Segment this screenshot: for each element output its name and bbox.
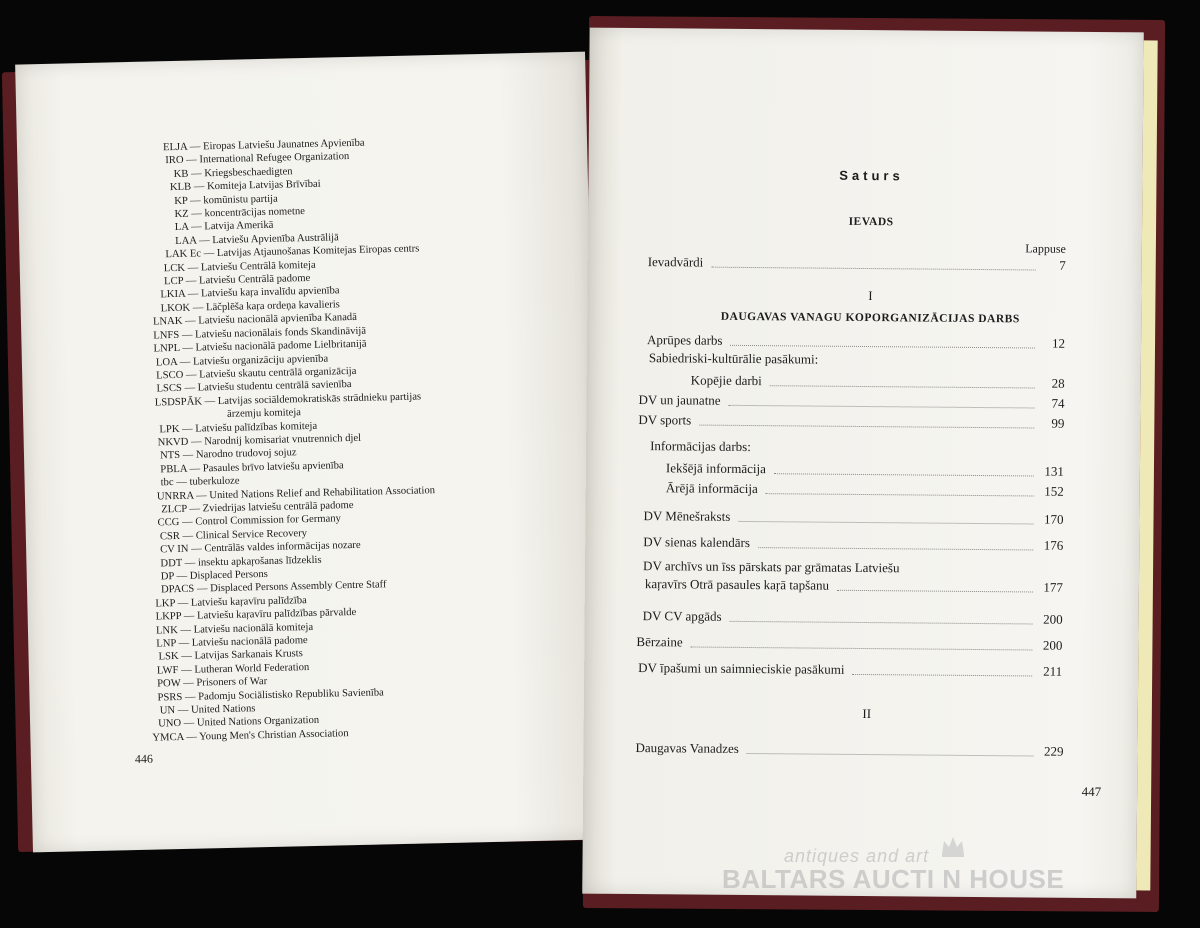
toc-entry: [638, 660, 1062, 680]
toc-entry-label: Bērzaine: [636, 634, 683, 650]
abbreviation-code: YMCA: [152, 731, 184, 744]
dot-leader: [770, 385, 1035, 388]
toc-entry-page: 12: [1051, 335, 1066, 351]
abbreviation-code: KZ: [174, 208, 189, 221]
toc-entry-page: 229: [1043, 743, 1064, 759]
toc-entry-page: 200: [1042, 637, 1063, 653]
abbreviation-dash: —: [180, 624, 192, 636]
toc-entry-page: 152: [1044, 483, 1064, 499]
abbreviation-code: LKP: [155, 597, 176, 610]
abbreviation-meaning: Narodnij komisariat vnutrennich djel: [204, 432, 362, 448]
abbreviation-dash: —: [185, 369, 197, 381]
abbreviation-meaning: insektu apkaŗošanas līdzeklis: [197, 554, 322, 569]
abbreviation-meaning: International Refugee Organization: [199, 151, 350, 166]
abbreviation-code: LA: [174, 222, 189, 234]
toc-entry: [648, 254, 1066, 274]
abbreviation-dash: —: [181, 664, 192, 676]
abbreviation-dash: —: [204, 395, 216, 408]
abbreviation-meaning: Displaced Persons Assembly Centre Staff: [210, 579, 387, 595]
abbreviation-dash: —: [198, 235, 210, 247]
abbreviation-meaning: Latviešu palīdzības komiteja: [195, 420, 318, 435]
abbreviation-code: LSDSPĀK: [154, 396, 203, 409]
abbreviation-dash: —: [181, 517, 193, 529]
abbreviation-code: LNAK: [152, 316, 183, 328]
abbreviation-meaning: komūnistu partija: [203, 193, 278, 206]
abbreviation-code: CCG: [157, 517, 180, 529]
intro-heading: IEVADS: [848, 215, 894, 229]
toc-entry: [666, 480, 1064, 499]
abbreviation-code: DP: [160, 571, 175, 583]
dot-leader: [730, 621, 1033, 625]
abbreviation-code: NTS: [159, 450, 181, 462]
abbreviation-dash: —: [183, 610, 195, 623]
abbreviation-meaning: Lāčplēša kaŗa ordeņa kavalieris: [205, 299, 340, 314]
abbreviation-dash: —: [190, 436, 202, 448]
toc-entry: [638, 392, 1064, 412]
abbreviation-code: KLB: [169, 181, 192, 194]
abbreviation-code: CV IN: [160, 543, 189, 556]
abbreviation-meaning: Lutheran World Federation: [194, 661, 310, 676]
abbreviation-meaning: Pasaules brīvo latviešu apvienība: [202, 459, 344, 475]
abbreviation-code: PBLA: [160, 463, 187, 476]
abbreviation-code: LNFS: [153, 329, 180, 342]
toc-entry: [635, 740, 1063, 760]
watermark-tagline: antiques and art: [784, 846, 930, 866]
right-page: [582, 28, 1144, 899]
toc-entry-label: Daugavas Vanadzes: [635, 740, 739, 756]
toc-entry: [643, 508, 1063, 528]
abbreviation-meaning: Latviešu nacionālā komiteja: [193, 621, 314, 636]
abbreviation-code: LKIA: [160, 289, 186, 301]
abbreviation-meaning: Latviešu nacionālā apvienība Kanadā: [198, 312, 357, 327]
toc-entry-label: DV īpašumi un saimnieciskie pasākumi: [638, 660, 845, 677]
abbreviation-dash: —: [203, 248, 215, 260]
toc-entry-page: 170: [1043, 511, 1064, 527]
abbreviation-code: ELJA: [162, 141, 188, 154]
abbreviation-meaning: Latvijas Sarkanais Krusts: [194, 648, 303, 663]
abbreviation-code: NKVD: [157, 436, 189, 449]
abbreviation-dash: —: [177, 704, 189, 717]
abbreviation-code: LSCO: [156, 369, 184, 382]
toc-entry-page: 211: [1043, 663, 1063, 679]
abbreviation-code: LWF: [156, 664, 179, 677]
abbreviation-dash: —: [181, 329, 193, 341]
abbreviation-meaning: Latviešu nacionālais fonds Skandināvijā: [194, 325, 367, 341]
abbreviation-meaning: Latviešu Centrālā komiteja: [200, 259, 316, 274]
abbreviation-meaning: United Nations Organization: [196, 715, 320, 730]
abbreviation-dash: —: [184, 691, 196, 703]
left-page: [15, 52, 603, 853]
abbreviation-code: LNP: [156, 638, 177, 650]
abbreviation-meaning: Eiropas Latviešu Jaunatnes Apvienība: [202, 137, 365, 153]
abbreviation-dash: —: [190, 168, 202, 180]
abbreviation-meaning: Latviešu kaŗavīru palīdzība: [190, 594, 307, 609]
abbreviation-meaning: Latviešu Centrālā padome: [198, 272, 311, 287]
dot-leader: [766, 493, 1034, 496]
toc-entry-page: 28: [1051, 375, 1065, 391]
toc-entry-label: Kopējie darbi: [690, 372, 762, 389]
abbreviation-dash: —: [185, 275, 197, 287]
abbreviation-code: UNO: [158, 718, 182, 730]
part-2-numeral: II: [862, 706, 872, 722]
part-1-numeral: I: [868, 288, 873, 304]
dot-leader: [711, 267, 1035, 271]
abbreviation-dash: —: [190, 221, 202, 234]
abbreviation-code: LSK: [158, 651, 179, 663]
abbreviation-code: PSRS: [157, 691, 183, 704]
abbreviation-code: DPACS: [160, 584, 195, 596]
abbreviation-list: [135, 132, 589, 745]
abbreviation-meaning: Padomju Sociālistisko Republiku Savienība: [198, 687, 384, 703]
abbreviation-dash: —: [176, 476, 187, 489]
abbreviation-dash: —: [182, 530, 194, 542]
toc-entry-label: DV Mēnešraksts: [643, 508, 731, 524]
abbreviation-meaning: Latviešu skautu centrālā organizācija: [199, 365, 357, 381]
toc-entry: [647, 332, 1065, 352]
abbreviation-dash: —: [176, 570, 188, 583]
toc-entry-label: Iekšējā informācija: [665, 460, 766, 477]
abbreviation-code: LKPP: [155, 611, 182, 623]
abbreviation-meaning: Young Men's Christian Association: [199, 728, 349, 743]
abbreviation-dash: —: [186, 154, 197, 167]
dot-leader: [852, 674, 1032, 677]
abbreviation-meaning: Clinical Service Recovery: [195, 527, 308, 542]
abbreviation-dash: —: [189, 141, 201, 153]
abbreviation-meaning: tuberkuloze: [189, 475, 240, 488]
abbreviation-meaning: Latvijas Atjaunošanas Komitejas Eiropas centrs: [216, 243, 420, 260]
dot-leader: [774, 473, 1034, 476]
toc-entry-label: Ārējā informācija: [665, 480, 758, 497]
toc-entry-page: 131: [1044, 463, 1065, 479]
abbreviation-dash: —: [189, 195, 201, 207]
toc-entry-label: Aprūpes darbs: [647, 332, 723, 348]
abbreviation-code: LOA: [155, 356, 178, 368]
toc-entry-page: 200: [1043, 611, 1063, 627]
dot-leader: [699, 425, 1034, 429]
abbreviation-dash: —: [181, 423, 193, 435]
abbreviation-code: LSCS: [156, 383, 182, 395]
abbreviation-meaning: Komiteja Latvijas Brīvībai: [206, 178, 321, 193]
toc-subheading: Informācijas darbs:: [650, 438, 751, 455]
abbreviation-meaning: Latvijas sociāldemokratiskās strādnieku partijas: [217, 391, 422, 407]
abbreviation-meaning: Latviešu Apvienība Austrālijā: [212, 232, 339, 246]
abbreviation-meaning: ārzemju komiteja: [227, 407, 302, 420]
toc-entry-label: Ievadvārdi: [647, 254, 704, 270]
abbreviation-meaning: Latviešu organizāciju apvienība: [192, 353, 329, 368]
toc-entry: [666, 460, 1064, 479]
abbreviation-code: tbc: [160, 477, 174, 489]
abbreviation-dash: —: [184, 382, 196, 395]
toc-entry-label: DV CV apgāds: [642, 608, 722, 624]
dot-leader: [747, 753, 1034, 757]
abbreviation-dash: —: [183, 677, 194, 690]
abbreviation-meaning: Latviešu studentu centrālā savienība: [197, 379, 352, 394]
abbreviation-code: CSR: [159, 530, 181, 543]
abbreviation-meaning: Latviešu kaŗa invalīdu apvienība: [200, 285, 340, 300]
abbreviation-dash: —: [189, 503, 201, 515]
right-page-number: 447: [1081, 783, 1102, 800]
abbreviation-meaning: United Nations Relief and Rehabilitation Association: [209, 484, 436, 501]
table-of-contents: [630, 28, 1108, 898]
abbreviation-meaning: Prisoners of War: [196, 676, 268, 689]
abbreviation-dash: —: [191, 208, 203, 220]
crown-icon: [940, 834, 966, 858]
abbreviation-meaning: Narodno trudovoj sojuz: [195, 447, 297, 461]
toc-subheading: DV archīvs un īss pārskats par grāmatas Latviešu: [643, 558, 900, 576]
toc-entry-page: 7: [1059, 257, 1066, 273]
toc-entry: [636, 634, 1062, 654]
abbreviation-code: LKOK: [160, 302, 191, 315]
toc-entry: [643, 534, 1063, 554]
abbreviation-dash: —: [177, 597, 189, 609]
toc-entry: [638, 412, 1064, 432]
dot-leader: [738, 521, 1033, 525]
abbreviation-code: LAA: [175, 235, 197, 247]
abbreviation-dash: —: [193, 181, 205, 193]
abbreviation-dash: —: [187, 262, 199, 274]
toc-entry-label: DV sports: [638, 412, 692, 428]
abbreviation-dash: —: [187, 288, 199, 301]
abbreviation-code: ZLCP: [161, 503, 187, 516]
abbreviation-dash: —: [192, 302, 204, 314]
abbreviation-code: LNPL: [153, 343, 180, 355]
toc-entry-page: 177: [1043, 579, 1063, 595]
toc-entry-page: 176: [1043, 537, 1064, 553]
abbreviation-dash: —: [181, 651, 193, 663]
abbreviation-dash: —: [189, 463, 201, 475]
abbreviation-meaning: Displaced Persons: [189, 568, 268, 582]
abbreviation-dash: —: [186, 731, 198, 743]
dot-leader: [837, 590, 1033, 593]
abbreviation-dash: —: [184, 315, 196, 328]
watermark-name: BALTARS AUCTI N HOUSE: [722, 864, 1065, 894]
abbreviation-meaning: Kriegsbeschaedigten: [204, 166, 293, 180]
left-page-number: 446: [134, 751, 154, 767]
abbreviation-meaning: Zviedrijas latviešu centrālā padome: [202, 499, 354, 515]
abbreviation-dash: —: [179, 356, 191, 368]
abbreviation-code: UNRRA: [156, 490, 194, 503]
abbreviation-dash: —: [184, 557, 196, 569]
toc-entry: [643, 608, 1063, 628]
toc-entry-label: DV sienas kalendārs: [643, 534, 750, 551]
abbreviation-meaning: koncentrācijas nometne: [204, 206, 306, 220]
abbreviation-code: IRO: [165, 155, 184, 167]
abbreviation-dash: —: [182, 449, 194, 462]
abbreviation-meaning: Control Commission for Germany: [195, 513, 342, 528]
toc-entry-page: 74: [1051, 395, 1065, 411]
toc-entry-label: DV un jaunatne: [638, 392, 721, 408]
abbreviation-dash: —: [191, 543, 202, 555]
abbreviation-meaning: Latviešu nacionālā padome Lielbritanijā: [195, 338, 367, 354]
abbreviation-dash: —: [178, 637, 190, 650]
toc-entry: [645, 576, 1063, 596]
abbreviation-code: LPK: [159, 423, 180, 435]
abbreviation-code: LNK: [155, 624, 178, 637]
abbreviation-meaning: United Nations: [190, 703, 256, 716]
dot-leader: [730, 345, 1035, 349]
abbreviation-dash: —: [183, 718, 195, 730]
abbreviation-meaning: Latviešu kaŗavīru palīdzības pārvalde: [196, 607, 357, 622]
abbreviation-code: POW: [157, 678, 181, 690]
abbreviation-code: DDT: [160, 557, 183, 569]
abbreviation-meaning: Centrālās valdes informācijas nozare: [204, 540, 361, 555]
toc-entry-label: kaŗavīrs Otrā pasaules kaŗā tapšanu: [644, 576, 830, 593]
abbreviation-dash: —: [195, 489, 207, 502]
dot-leader: [758, 547, 1033, 550]
abbreviation-code: UN: [159, 705, 176, 717]
abbreviation-code: KP: [174, 195, 188, 207]
toc-subheading: Sabiedriski-kultūrālie pasākumi:: [648, 350, 819, 367]
abbreviation-code: LCK: [163, 262, 186, 274]
abbreviation-dash: —: [196, 583, 208, 595]
dot-leader: [729, 405, 1035, 409]
abbreviation-meaning: Latvija Amerikā: [204, 220, 274, 233]
toc-entry: [691, 372, 1065, 391]
abbreviation-code: LCP: [163, 275, 184, 288]
abbreviation-meaning: Latviešu nacionālā padome: [191, 635, 308, 649]
part-1-heading: DAUGAVAS VANAGU KOPORGANIZĀCIJAS DARBS: [720, 310, 1020, 326]
toc-entry-page: 99: [1051, 415, 1065, 431]
abbreviation-dash: —: [182, 342, 194, 354]
abbreviation-code: KB: [173, 168, 189, 180]
dot-leader: [691, 647, 1033, 651]
toc-title: Saturs: [839, 167, 904, 184]
abbreviation-code: LAK Ec: [165, 248, 202, 261]
page-column-label: Lappuse: [1025, 241, 1066, 256]
